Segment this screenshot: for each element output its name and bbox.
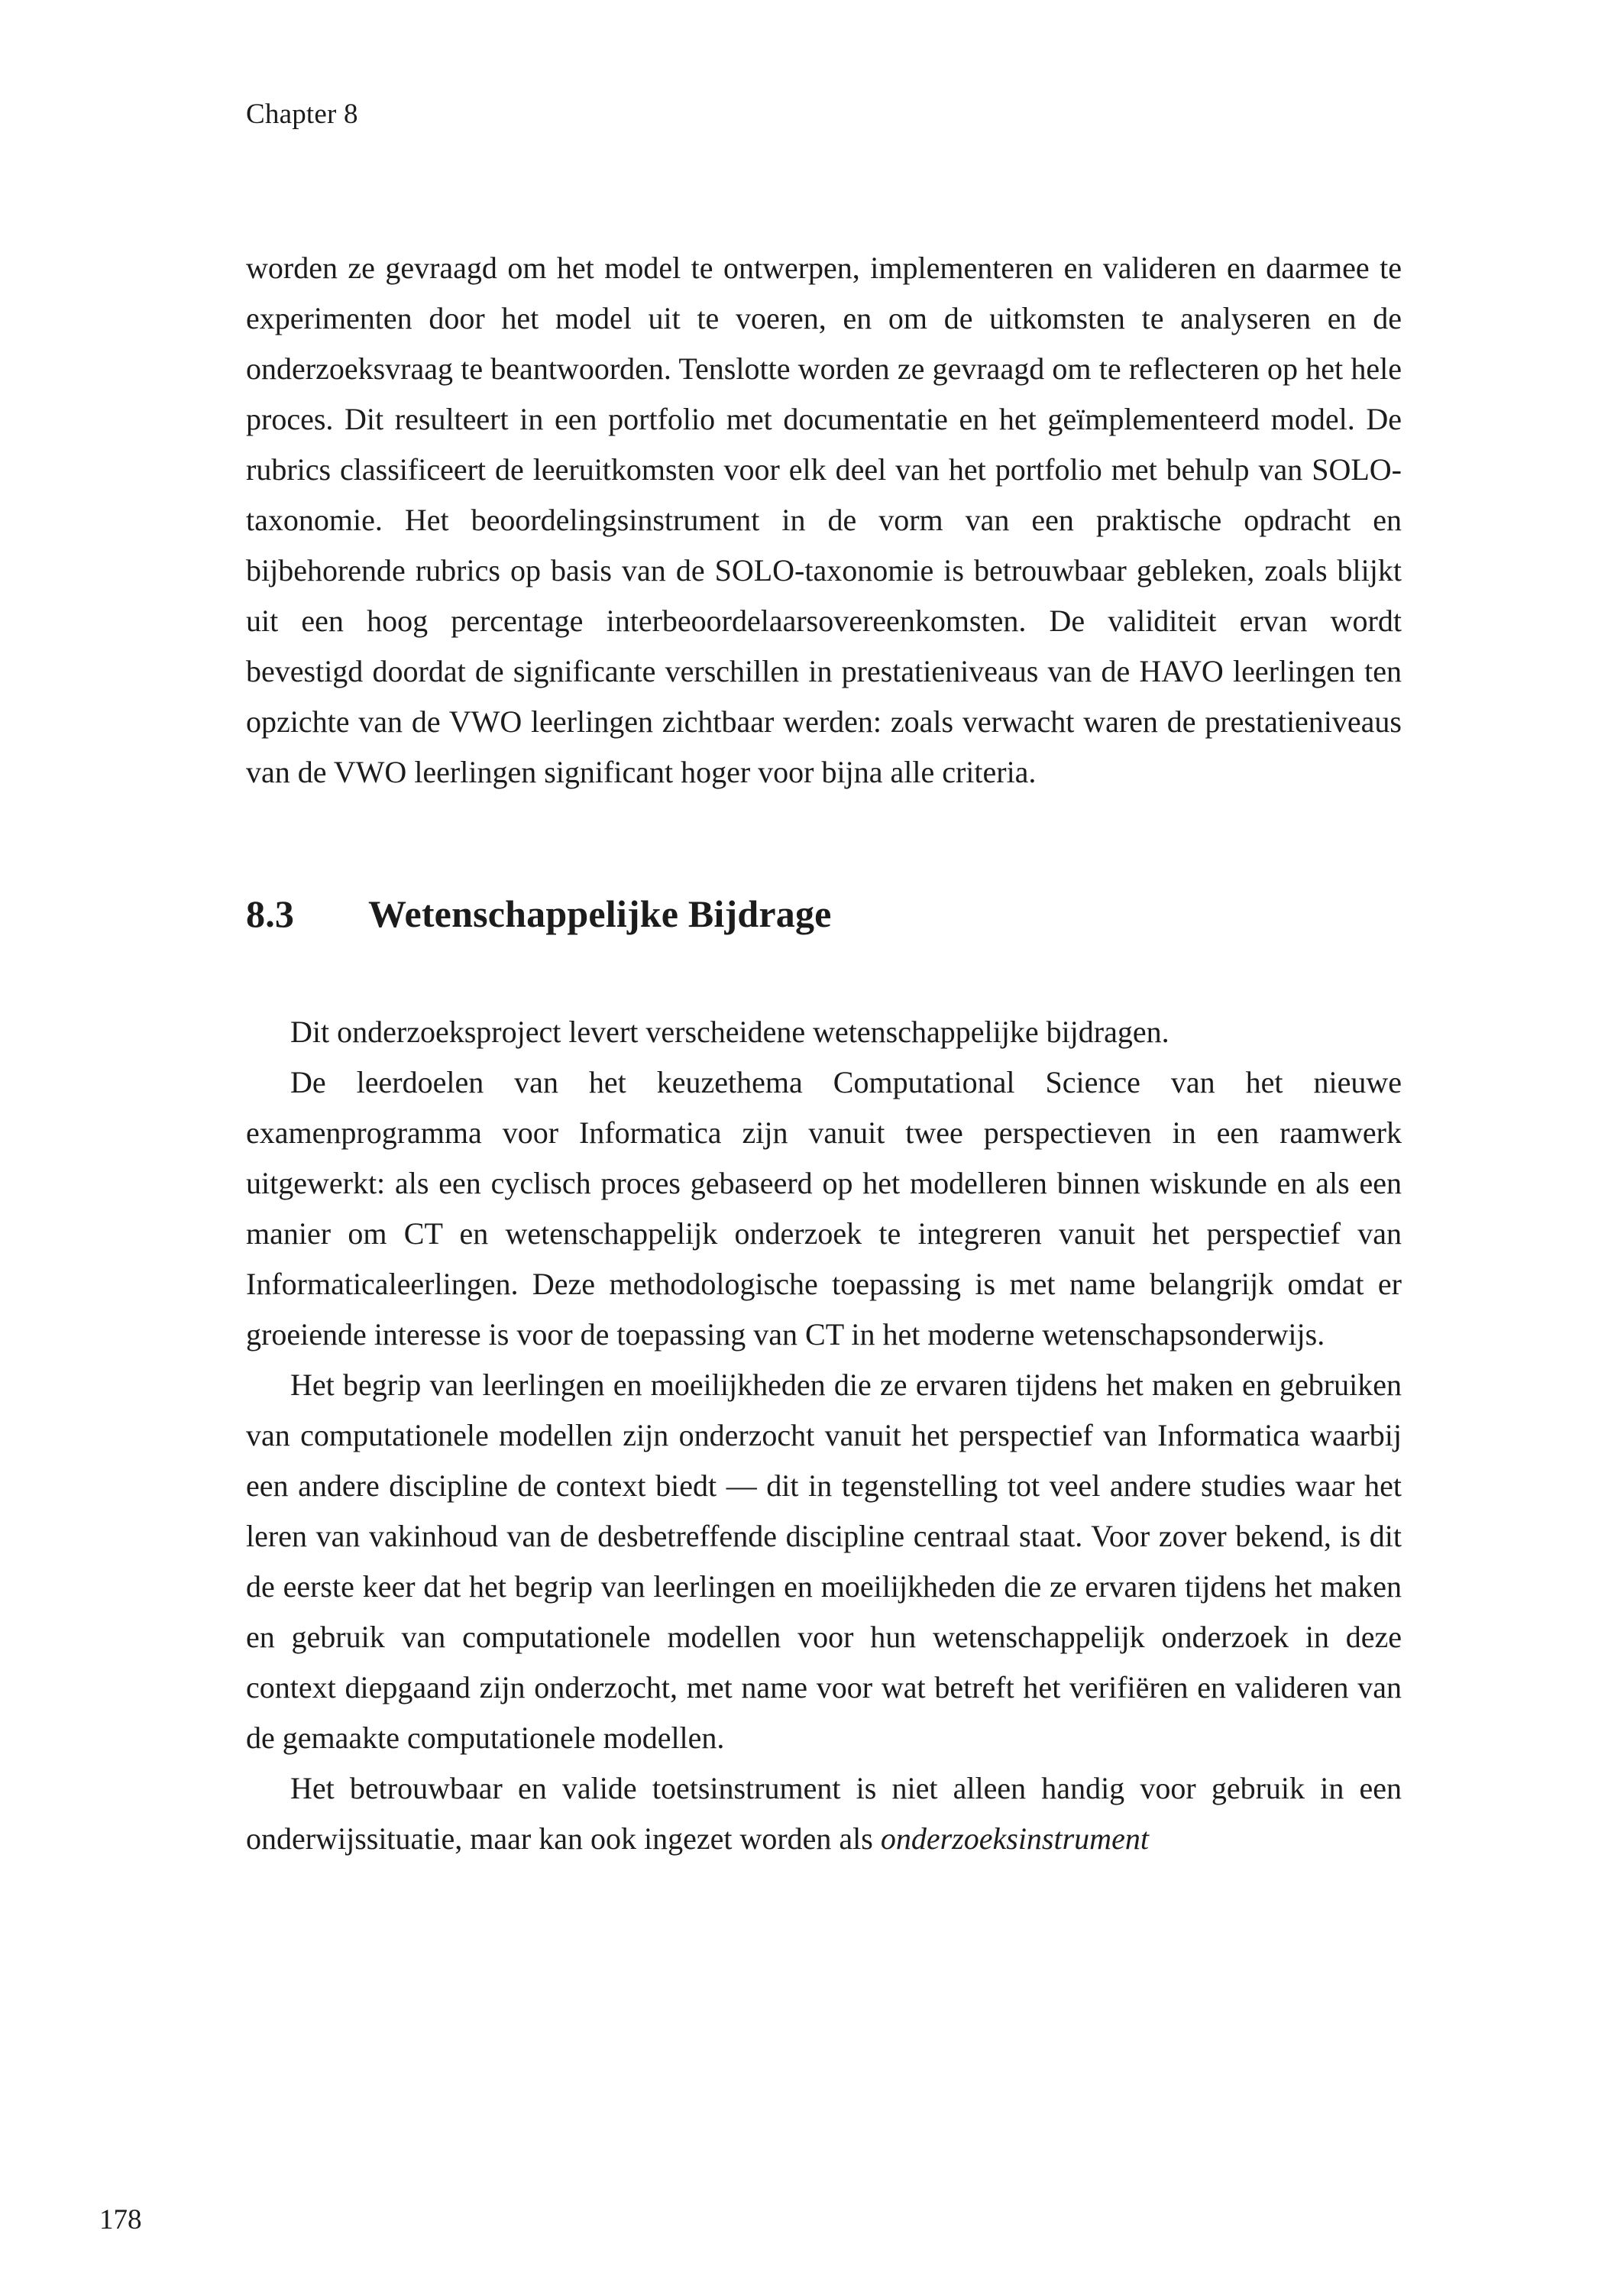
paragraph: Het begrip van leerlingen en moeilijkheden die ze ervaren tijdens het maken en gebruiken van computationele modellen zijn onderzocht vanuit het perspectief van Informatica waarbij een andere discipline de context biedt — dit in tegenstelling tot veel andere studies waar het leren van vakinhoud van de desbetreffende discipline centraal staat. Voor zover bekend, is dit de eerste keer dat het begrip van leerlingen en moeilijkheden die ze ervaren tijdens het maken en gebruik van computationele modellen voor hun wetenschappelijk onderzoek in deze context diepgaand zijn onderzocht, met name voor wat betreft het verifiëren en valideren van de gemaakte computationele modellen.: [246, 1368, 1402, 1755]
section-heading: [246, 891, 1402, 937]
section-number: 8.3: [246, 892, 295, 935]
section-title: Wetenschappelijke Bijdrage: [368, 892, 832, 935]
paragraph-final-italic-term: onderzoeksinstrument: [880, 1821, 1149, 1856]
paragraph: De leerdoelen van het keuzethema Computational Science van het nieuwe examenprogramma voor Informatica zijn vanuit twee perspectieven in een raamwerk uitgewerkt: als een cyclisch proces gebaseerd op het modelleren binnen wiskunde en als een manier om CT en wetenschappelijk onderzoek te integreren vanuit het perspectief van Informaticaleerlingen. Deze methodologische toepassing is met name belangrijk omdat er groeiende interesse is voor de toepassing van CT in het moderne wetenschapsonderwijs.: [246, 1065, 1402, 1352]
page-number: 178: [99, 2204, 142, 2235]
paragraph-intro: worden ze gevraagd om het model te ontwerpen, implementeren en valideren en daarmee te experimenten door het model uit te voeren, en om de uitkomsten te analyseren en de onderzoeksvraag te beantwoorden. Tenslotte worden ze gevraagd om te reflecteren op het hele proces. Dit resulteert in een portfolio met documentatie en het geïmplementeerd model. De rubrics classificeert de leeruitkomsten voor elk deel van het portfolio met behulp van SOLO-taxonomie. Het beoordelingsinstrument in de vorm van een praktische opdracht en bijbehorende rubrics op basis van de SOLO-taxonomie is betrouwbaar gebleken, zoals blijkt uit een hoog percentage interbeoordelaarsovereenkomsten. De validiteit ervan wordt bevestigd doordat de significante verschillen in prestatieniveaus van de HAVO leerlingen ten opzichte van de VWO leerlingen zichtbaar werden: zoals verwacht waren de prestatieniveaus van de VWO leerlingen significant hoger voor bijna alle criteria.: [246, 251, 1402, 789]
paragraph: Dit onderzoeksproject levert verscheidene wetenschappelijke bijdragen.: [290, 1015, 1169, 1049]
paragraph-final-text: Het betrouwbaar en valide toetsinstrument is niet alleen handig voor gebruik in een onderwijssituatie, maar kan ook ingezet worden als: [246, 1771, 1402, 1856]
running-header: Chapter 8: [246, 99, 358, 130]
text-block: [246, 243, 1402, 1864]
paragraph-final: [246, 1763, 1402, 1864]
